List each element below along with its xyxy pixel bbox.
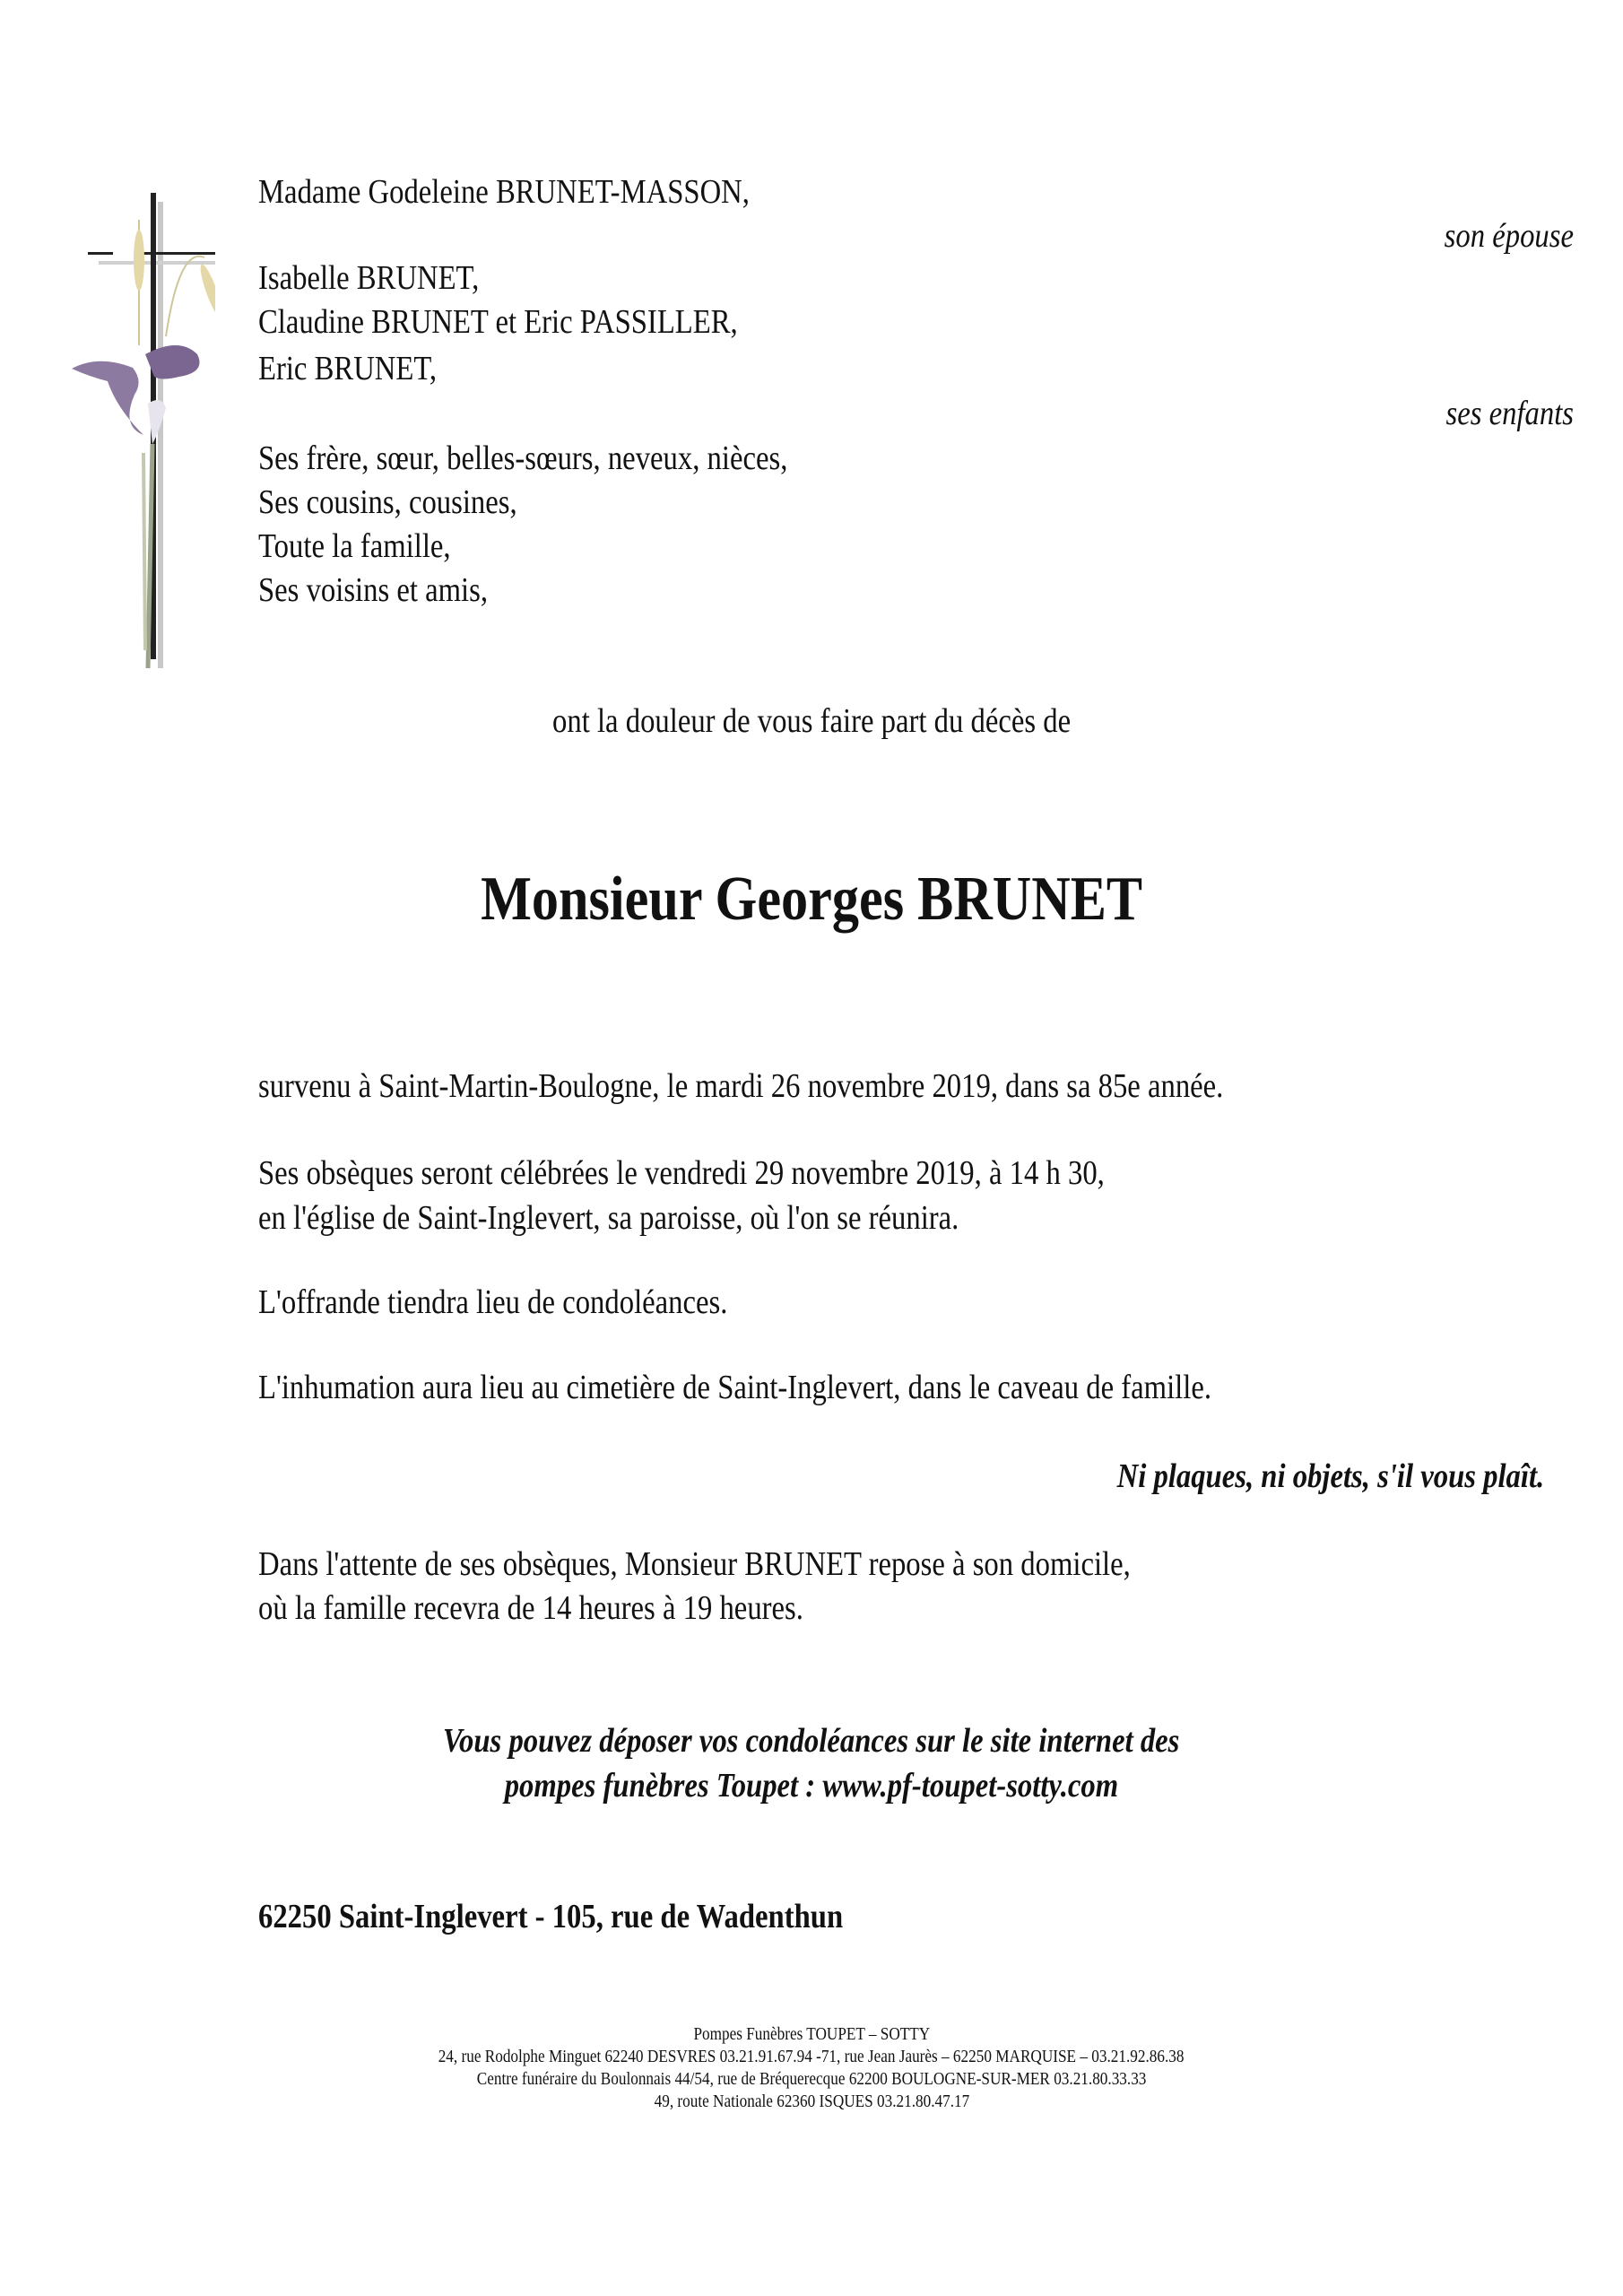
- offering-paragraph: L'offrande tiendra lieu de condoléances.: [258, 1283, 728, 1321]
- rest-line-2: où la famille recevra de 14 heures à 19 heures.: [258, 1589, 803, 1627]
- footer-line-1: [0, 2025, 1623, 2043]
- child-3: Eric BRUNET,: [258, 350, 438, 387]
- condolences-line-2[interactable]: [0, 1769, 1623, 1803]
- footer-text-3: Centre funéraire du Boulonnais 44/54, rue de Bréquerecque 62200 BOULOGNE-SUR-MER 03.21.80.33.33: [476, 2069, 1147, 2089]
- footer-text-4: 49, route Nationale 62360 ISQUES 03.21.80.47.17: [654, 2092, 969, 2111]
- relatives-2: Ses cousins, cousines,: [258, 483, 517, 521]
- spouse-role: [1394, 219, 1574, 253]
- no-plaques-text: Ni plaques, ni objets, s'il vous plaît.: [1116, 1457, 1544, 1495]
- footer-line-4: [0, 2092, 1623, 2110]
- child-2: Claudine BRUNET et Eric PASSILLER,: [258, 303, 738, 341]
- children-role: [1394, 396, 1574, 430]
- footer-text-1: Pompes Funèbres TOUPET – SOTTY: [693, 2024, 930, 2044]
- footer-line-2: [0, 2048, 1623, 2066]
- child-1: Isabelle BRUNET,: [258, 259, 480, 297]
- burial-paragraph: L'inhumation aura lieu au cimetière de Saint-Inglevert, dans le caveau de famille.: [258, 1369, 1212, 1406]
- footer-line-3: [0, 2070, 1623, 2088]
- children-role-text: ses enfants: [1445, 395, 1574, 432]
- funeral-line-2: en l'église de Saint-Inglevert, sa paroisse, où l'on se réunira.: [258, 1199, 959, 1237]
- home-address: 62250 Saint-Inglevert - 105, rue de Wadenthun: [258, 1898, 844, 1935]
- cross-with-calla-lilies-icon: [63, 184, 215, 686]
- relatives-3: Toute la famille,: [258, 527, 451, 565]
- relatives-1: Ses frère, sœur, belles-sœurs, neveux, nièces,: [258, 439, 788, 477]
- rest-line-1: Dans l'attente de ses obsèques, Monsieur BRUNET repose à son domicile,: [258, 1545, 1131, 1583]
- condolences-line-1: [0, 1724, 1623, 1758]
- spouse-role-text: son épouse: [1444, 217, 1574, 255]
- footer-text-2: 24, rue Rodolphe Minguet 62240 DESVRES 03.21.91.67.94 -71, rue Jean Jaurès – 62250 MARQUISE – 03.21.92.86.38: [438, 2047, 1185, 2066]
- announcement: [0, 704, 1623, 738]
- spouse-name: Madame Godeleine BRUNET-MASSON,: [258, 173, 750, 211]
- announcement-text: ont la douleur de vous faire part du décès de: [551, 702, 1072, 740]
- no-plaques-note: [916, 1459, 1544, 1493]
- funeral-line-1: Ses obsèques seront célébrées le vendredi 29 novembre 2019, à 14 h 30,: [258, 1154, 1105, 1192]
- deceased-name-text: Monsieur Georges BRUNET: [481, 865, 1142, 934]
- condolences-text-1: Vous pouvez déposer vos condoléances sur le site internet des: [443, 1722, 1180, 1760]
- deceased-name: [0, 865, 1623, 934]
- condolences-link[interactable]: pompes funèbres Toupet : www.pf-toupet-sotty.com: [504, 1767, 1119, 1805]
- death-paragraph: survenu à Saint-Martin-Boulogne, le mardi 26 novembre 2019, dans sa 85e année.: [258, 1067, 1224, 1105]
- relatives-4: Ses voisins et amis,: [258, 571, 489, 609]
